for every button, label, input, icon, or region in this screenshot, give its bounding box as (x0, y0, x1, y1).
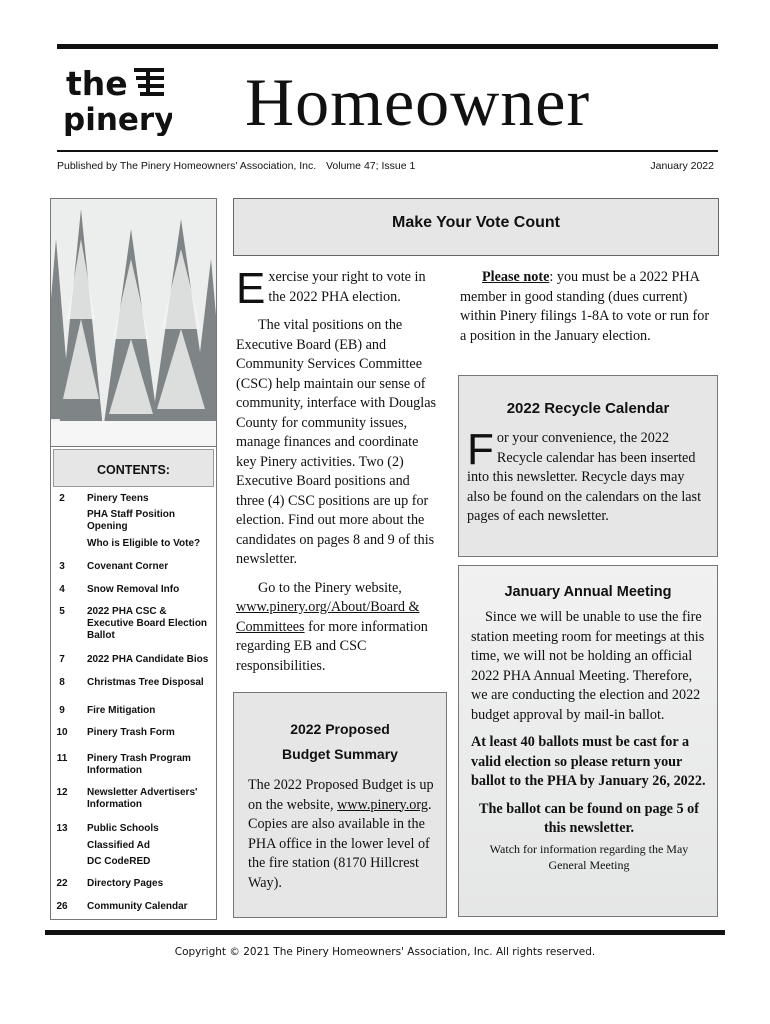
newsletter-title: Homeowner (245, 64, 591, 140)
toc-heading: CONTENTS: (53, 449, 214, 487)
table-of-contents: CONTENTS: 2 Pinery Teens PHA Staff Position Opening Who is Eligible to Vote? 3 Covenant Corner 4 Snow Removal Info 5 2022 PHA CSC & Executive Board Election Ballot 7 2022 PHA Candidate Bios 8 Christmas Tree Disposal 9 Fire Mitigation 10 Pinery Trash Form 11 Pinery Trash Program Information 12 Newsletter Advertisers' Information 13 Public Schools Classified Ad DC CodeRED 22 Directory Pages 26 Community Calendar (50, 446, 217, 920)
dropcap-f: F (467, 425, 494, 474)
vote-paragraph-3: Go to the Pinery website, www.pinery.org/About/Board & Committees for more information regarding EB and CSC responsibilities. (236, 579, 428, 674)
meeting-ballot-page: The ballot can be found on page 5 of this newsletter. (479, 800, 699, 836)
budget-title-line2: Budget Summary (282, 746, 398, 762)
annual-meeting-box (458, 565, 718, 917)
recycle-title: 2022 Recycle Calendar (506, 400, 670, 417)
note-label: Please note (482, 269, 550, 285)
recycle-calendar-box (458, 375, 718, 557)
recycle-text: For your convenience, the 2022 Recycle calendar has been inserted into this newsletter. Recycle days may also be found on the calendars on the last pages of each newsletter. (467, 425, 702, 524)
meeting-title: January Annual Meeting (504, 584, 672, 600)
logo-text-the: the (66, 64, 128, 103)
snowy-trees-photo (50, 198, 217, 448)
publisher-text: Published by The Pinery Homeowners' Association, Inc. (57, 160, 317, 172)
logo-text-pinery: pinery (63, 102, 172, 136)
meeting-paragraph-1: Since we will be unable to use the fire station meeting room for meetings at this time, we will not be holding an official 2022 PHA Annual Meeting. Therefore, we are conducting the election and 2022 budget approval by mail-in ballot. (471, 609, 705, 723)
masthead-rule (57, 150, 718, 152)
budget-text: The 2022 Proposed Budget is up on the website, www.pinery.org. Copies are also available in the PHA office in the lower level of the fire station (8170 Hillcrest Way). (248, 777, 434, 891)
article-headline: Make Your Vote Count (233, 198, 719, 256)
bottom-rule (45, 930, 725, 935)
pinery-website-link[interactable]: www.pinery.org (337, 796, 428, 813)
meeting-may-note: Watch for information regarding the May General Meeting (489, 841, 689, 872)
budget-title-line1: 2022 Proposed (290, 721, 390, 737)
meeting-ballot-requirement: At least 40 ballots must be cast for a valid election so please return your ballot to the PHA by January 26, 2022. (471, 734, 706, 789)
tree-icon (134, 68, 164, 96)
vote-article (236, 264, 440, 676)
board-committees-link[interactable]: www.pinery.org/About/Board & Committees (236, 599, 420, 635)
vote-paragraph-2: The vital positions on the Executive Board (EB) and Community Services Committee (CSC) help maintain our sense of community, interface with Douglas County for community issues, manage finances and coordinate key Pinery activities. Two (2) Executive Board positions and three (4) CSC positions are up for election. Find out more about the candidates on pages 8 and 9 of this newsletter. (236, 317, 437, 567)
copyright-text: Copyright © 2021 The Pinery Homeowners' Association, Inc. All rights reserved. (174, 946, 596, 958)
volume-text: Volume 47; Issue 1 (326, 160, 416, 172)
budget-summary-box (233, 692, 447, 918)
member-note (460, 268, 712, 346)
issue-date: January 2022 (650, 160, 714, 172)
top-rule (57, 44, 718, 49)
dropcap-e: E (236, 264, 266, 313)
note-text: : you must be a 2022 PHA member in good standing (dues current) within Pinery filings 1-8A to vote or run for a position in the January election. (460, 269, 710, 344)
pinery-logo (62, 64, 172, 136)
publication-info (57, 160, 718, 172)
vote-paragraph-1: xercise your right to vote in the 2022 PHA election. (268, 269, 426, 305)
